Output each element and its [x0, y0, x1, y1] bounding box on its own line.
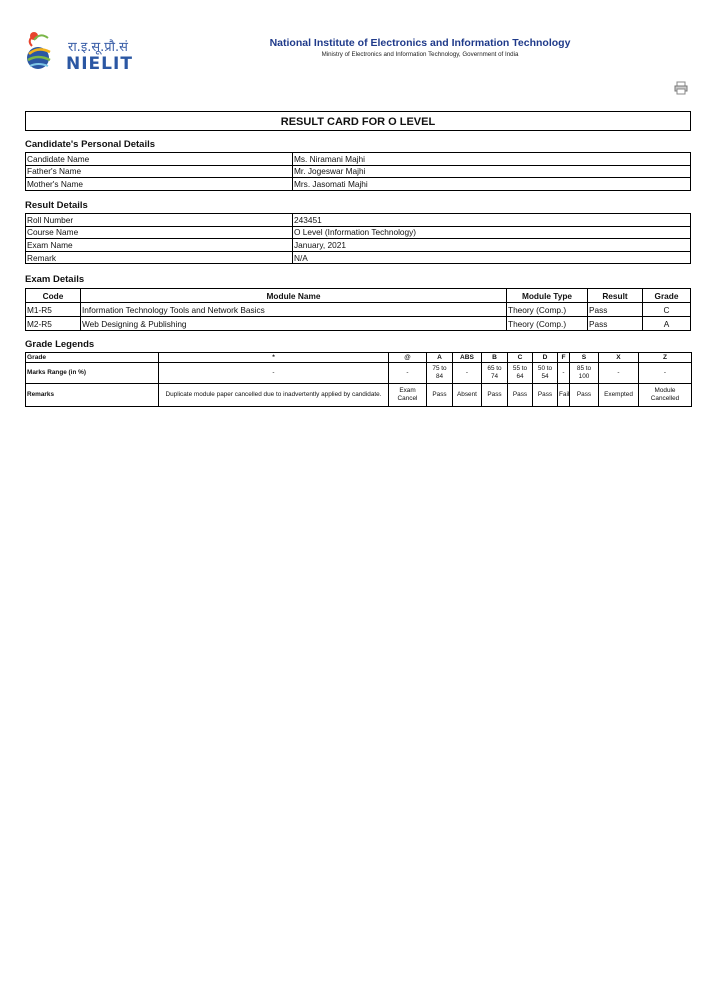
range-cell: 65 to 74 — [482, 363, 508, 384]
grade-cell: D — [533, 353, 558, 363]
module-result: Pass — [588, 303, 643, 317]
range-cell: - — [453, 363, 482, 384]
remark-cell: Exam Cancel — [389, 384, 427, 407]
course-name-value: O Level (Information Technology) — [293, 226, 691, 239]
roll-number-value: 243451 — [293, 214, 691, 227]
candidate-name-value: Ms. Niramani Majhi — [293, 153, 691, 166]
result-details-table — [25, 213, 691, 264]
grade-cell: ABS — [453, 353, 482, 363]
course-name-label: Course Name — [26, 226, 293, 239]
table-row — [26, 303, 691, 317]
remark-cell: Module Cancelled — [639, 384, 692, 407]
module-type: Theory (Comp.) — [507, 303, 588, 317]
remark-cell: Absent — [453, 384, 482, 407]
table-row — [26, 214, 691, 227]
personal-details-table — [25, 152, 691, 191]
result-header: Result — [588, 289, 643, 303]
remark-cell: Exempted — [599, 384, 639, 407]
module-result: Pass — [588, 317, 643, 331]
remark-value: N/A — [293, 251, 691, 264]
exam-name-value: January, 2021 — [293, 239, 691, 252]
exam-details-table — [25, 288, 691, 331]
grade-cell: @ — [389, 353, 427, 363]
remark-cell: Pass — [570, 384, 599, 407]
range-cell: - — [558, 363, 570, 384]
module-grade: A — [643, 317, 691, 331]
org-subtitle: Ministry of Electronics and Information Technology, Government of India — [321, 51, 519, 58]
module-code: M1-R5 — [26, 303, 81, 317]
grade-cell: A — [427, 353, 453, 363]
range-cell: 75 to 84 — [427, 363, 453, 384]
grade-header: Grade — [643, 289, 691, 303]
marks-range-row — [26, 363, 692, 384]
exam-name-label: Exam Name — [26, 239, 293, 252]
table-row — [26, 226, 691, 239]
code-header: Code — [26, 289, 81, 303]
grade-cell: Z — [639, 353, 692, 363]
module-code: M2-R5 — [26, 317, 81, 331]
remark-cell: Pass — [508, 384, 533, 407]
remark-cell: Fail — [558, 384, 570, 407]
nielit-logo — [26, 28, 146, 76]
range-cell: - — [159, 363, 389, 384]
exam-details-heading: Exam Details — [25, 274, 85, 285]
logo-name-text: NIELIT — [66, 54, 133, 74]
table-row — [26, 178, 691, 191]
module-name: Web Designing & Publishing — [81, 317, 507, 331]
module-name-header: Module Name — [81, 289, 507, 303]
range-cell: 55 to 64 — [508, 363, 533, 384]
grade-legends-heading: Grade Legends — [25, 339, 95, 350]
printer-icon[interactable] — [674, 81, 688, 95]
remark-cell: Pass — [533, 384, 558, 407]
range-cell: 50 to 54 — [533, 363, 558, 384]
table-row — [26, 251, 691, 264]
roll-number-label: Roll Number — [26, 214, 293, 227]
table-row — [26, 153, 691, 166]
mother-name-label: Mother's Name — [26, 178, 293, 191]
grade-cell: B — [482, 353, 508, 363]
range-cell: - — [639, 363, 692, 384]
table-header-row — [26, 289, 691, 303]
result-details-heading: Result Details — [25, 200, 88, 211]
grade-cell: F — [558, 353, 570, 363]
grade-row-label: Grade — [26, 353, 159, 363]
candidate-name-label: Candidate Name — [26, 153, 293, 166]
logo-emblem-icon — [26, 28, 66, 76]
remarks-row-label: Remarks — [26, 384, 159, 407]
table-row — [26, 239, 691, 252]
mother-name-value: Mrs. Jasomati Majhi — [293, 178, 691, 191]
personal-details-heading: Candidate's Personal Details — [25, 139, 156, 150]
org-title: National Institute of Electronics and Information Technology — [269, 37, 571, 49]
remark-label: Remark — [26, 251, 293, 264]
grade-cell: X — [599, 353, 639, 363]
grade-legends-table — [25, 352, 692, 407]
module-type-header: Module Type — [507, 289, 588, 303]
grade-cell: * — [159, 353, 389, 363]
module-name: Information Technology Tools and Network Basics — [81, 303, 507, 317]
table-row — [26, 165, 691, 178]
remark-cell: Pass — [482, 384, 508, 407]
remarks-row — [26, 384, 692, 407]
father-name-value: Mr. Jogeswar Majhi — [293, 165, 691, 178]
grade-row — [26, 353, 692, 363]
grade-cell: S — [570, 353, 599, 363]
grade-cell: C — [508, 353, 533, 363]
module-grade: C — [643, 303, 691, 317]
range-cell: 85 to 100 — [570, 363, 599, 384]
module-type: Theory (Comp.) — [507, 317, 588, 331]
remark-cell: Duplicate module paper cancelled due to inadvertently applied by candidate. — [159, 384, 389, 407]
logo-hindi-text: रा.इ.सू.प्रौ.सं — [68, 40, 128, 55]
remark-cell: Pass — [427, 384, 453, 407]
range-cell: - — [599, 363, 639, 384]
page-title: RESULT CARD FOR O LEVEL — [25, 111, 691, 131]
father-name-label: Father's Name — [26, 165, 293, 178]
range-cell: - — [389, 363, 427, 384]
marks-range-row-label: Marks Range (in %) — [26, 363, 159, 384]
table-row — [26, 317, 691, 331]
